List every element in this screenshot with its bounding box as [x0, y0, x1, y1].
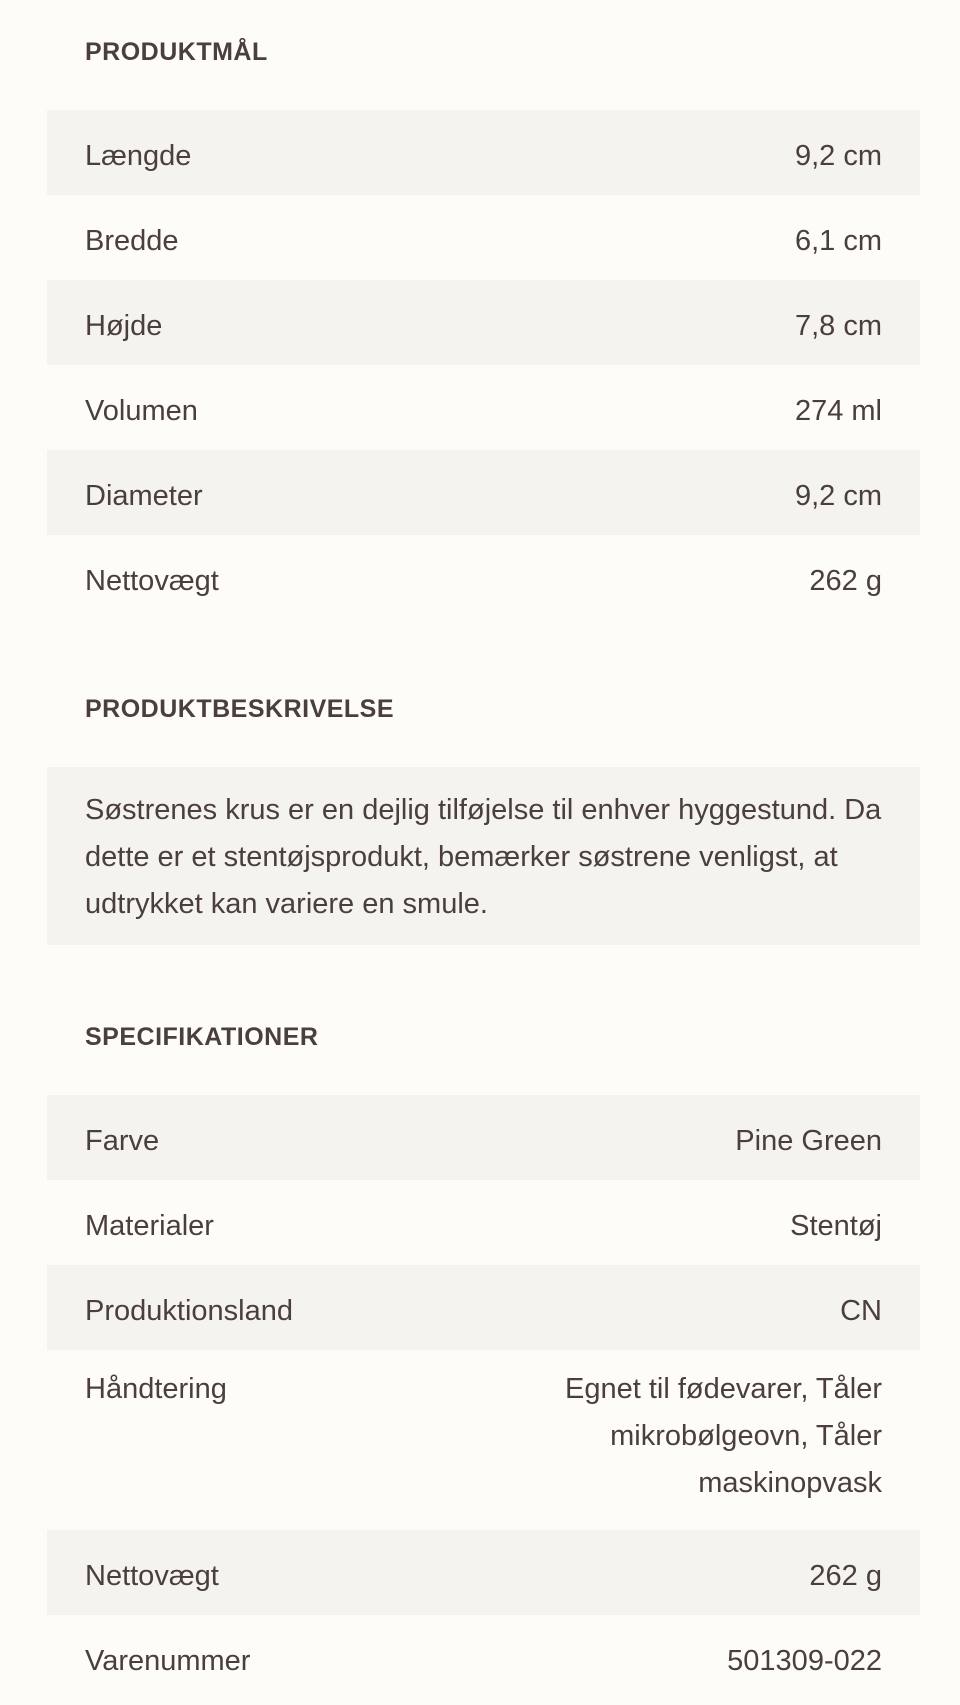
table-row [47, 195, 920, 280]
row-value: 7,8 cm [794, 310, 882, 342]
row-value: 262 g [809, 565, 882, 597]
row-value: 274 ml [794, 395, 882, 427]
row-label: Håndtering [85, 1373, 227, 1405]
table-row [47, 1615, 920, 1700]
row-label: Materialer [85, 1210, 214, 1242]
dimensions-section-title: PRODUKTMÅL [85, 38, 268, 66]
table-row [47, 1265, 920, 1350]
table-row [47, 450, 920, 535]
table-row [47, 1530, 920, 1615]
row-label: Farve [85, 1125, 160, 1157]
table-row [47, 280, 920, 365]
table-row [47, 1180, 920, 1265]
specifications-table [47, 1095, 920, 1700]
product-description-text: Søstrenes krus er en dejlig tilføjelse til enhver hyggestund. Da dette er et stentøjsprodukt, bemærker søstrene venligst, at udtrykket kan variere en smule. [47, 767, 920, 945]
row-label: Nettovægt [85, 565, 219, 597]
row-value: 501309-022 [727, 1645, 882, 1677]
row-label: Nettovægt [85, 1560, 219, 1592]
table-row [47, 110, 920, 195]
row-value: Stentøj [790, 1210, 882, 1242]
dimensions-table [47, 110, 920, 620]
row-value: 6,1 cm [794, 225, 882, 257]
row-label: Højde [85, 310, 163, 342]
table-row [47, 1350, 920, 1530]
description-section-title: PRODUKTBESKRIVELSE [85, 695, 395, 723]
row-label: Volumen [85, 395, 198, 427]
row-value: Pine Green [735, 1125, 882, 1157]
table-row [47, 1095, 920, 1180]
row-value: CN [840, 1295, 882, 1327]
row-value: 262 g [809, 1560, 882, 1592]
row-label: Produktionsland [85, 1295, 293, 1327]
row-value: 9,2 cm [794, 480, 882, 512]
specifications-section-title: SPECIFIKATIONER [85, 1023, 319, 1051]
row-label: Bredde [85, 225, 179, 257]
row-value: Egnet til fødevarer, Tåler mikrobølgeovn, Tåler maskinopvask [564, 1373, 882, 1499]
table-row [47, 365, 920, 450]
table-row [47, 535, 920, 620]
row-label: Længde [85, 140, 192, 172]
row-label: Varenummer [85, 1645, 251, 1677]
row-value: 9,2 cm [794, 140, 882, 172]
row-label: Diameter [85, 480, 203, 512]
